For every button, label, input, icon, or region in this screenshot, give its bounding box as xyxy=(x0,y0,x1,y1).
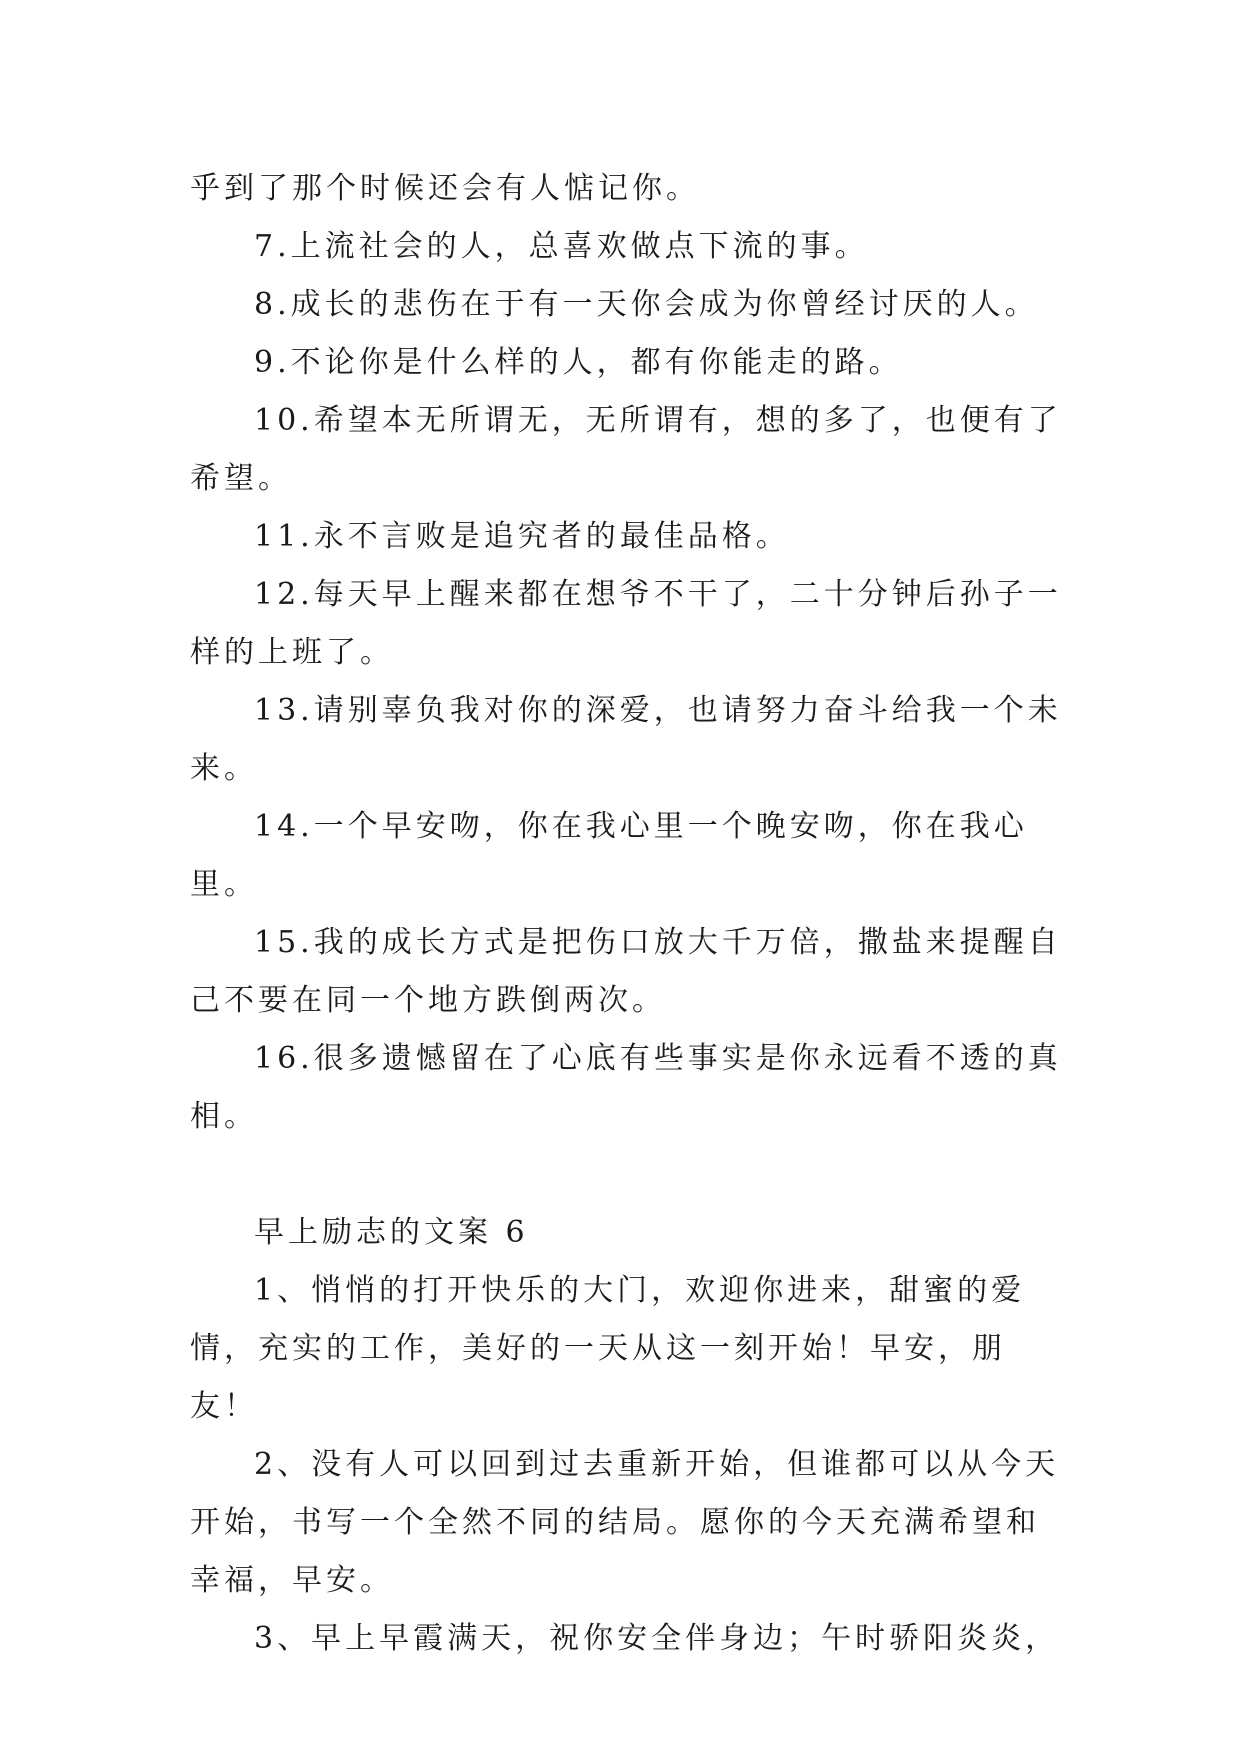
list-item: 15.我的成长方式是把伤口放大千万倍，撒盐来提醒自己不要在同一个地方跌倒两次。 xyxy=(190,925,1062,1018)
list-item: 2、没有人可以回到过去重新开始，但谁都可以从今天开始，书写一个全然不同的结局。愿你的今天充满希望和幸福，早安。 xyxy=(190,1447,1060,1598)
list-item: 13.请别辜负我对你的深爱，也请努力奋斗给我一个未来。 xyxy=(190,693,1062,786)
continuation-paragraph: 乎到了那个时候还会有人惦记你。 xyxy=(190,171,700,206)
list-item: 7.上流社会的人，总喜欢做点下流的事。 xyxy=(254,229,869,264)
list-item: 8.成长的悲伤在于有一天你会成为你曾经讨厌的人。 xyxy=(254,287,1039,322)
list-item: 16.很多遗憾留在了心底有些事实是你永远看不透的真相。 xyxy=(190,1041,1062,1134)
list-item: 3、早上早霞满天，祝你安全伴身边；午时骄阳炎炎， xyxy=(254,1621,1060,1656)
list-item: 11.永不言败是追究者的最佳品格。 xyxy=(254,519,790,554)
document-body xyxy=(190,160,1068,1668)
list-item: 12.每天早上醒来都在想爷不干了，二十分钟后孙子一样的上班了。 xyxy=(190,577,1062,670)
list-item: 1、悄悄的打开快乐的大门，欢迎你进来，甜蜜的爱情，充实的工作，美好的一天从这一刻开始！早安，朋友！ xyxy=(190,1273,1026,1424)
section-spacer xyxy=(190,1146,1068,1204)
list-item: 14.一个早安吻，你在我心里一个晚安吻，你在我心里。 xyxy=(190,809,1028,902)
list-item: 10.希望本无所谓无，无所谓有，想的多了，也便有了希望。 xyxy=(190,403,1062,496)
list-item: 9.不论你是什么样的人，都有你能走的路。 xyxy=(254,345,903,380)
section-title: 早上励志的文案 6 xyxy=(254,1215,529,1250)
